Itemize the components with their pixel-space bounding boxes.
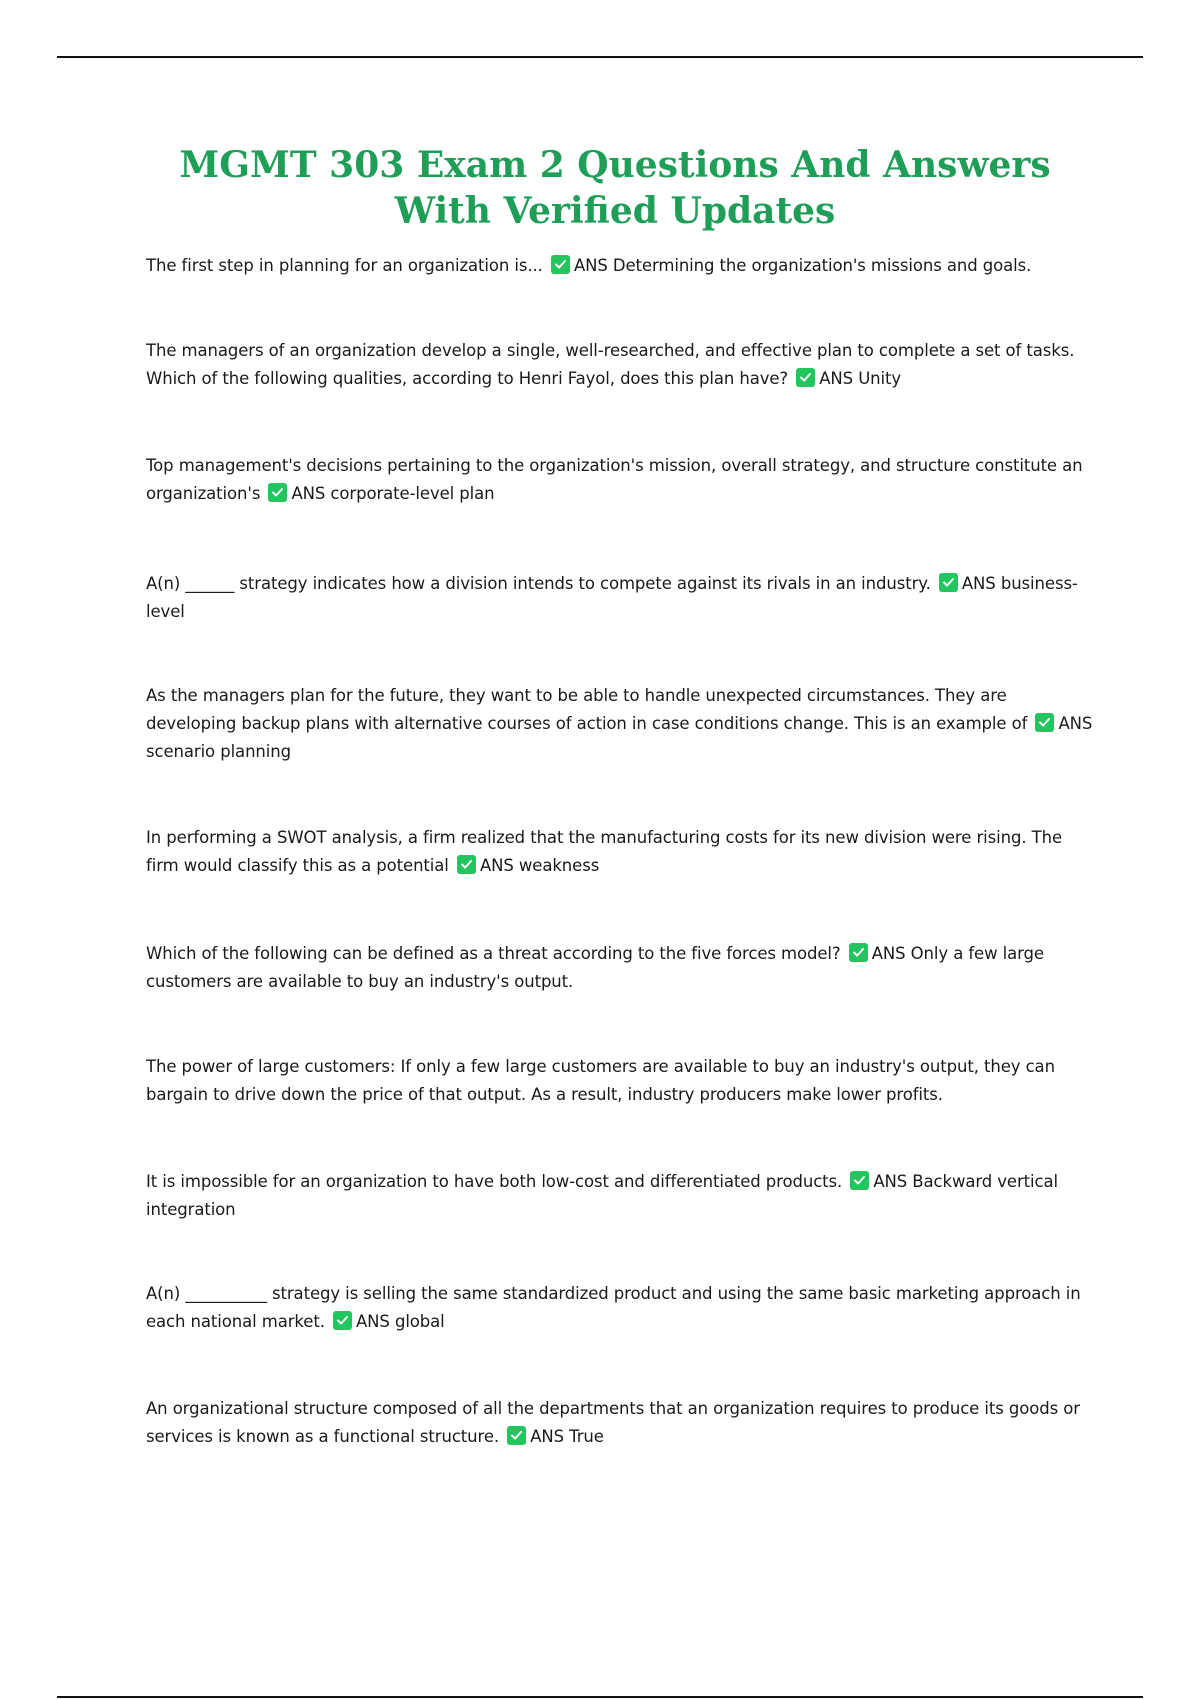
- answer-text: ANS Backward vertical integration: [146, 1172, 1058, 1219]
- green-checkmark-icon: [796, 368, 815, 387]
- qa-item-8: [146, 1053, 1096, 1109]
- question-text: As the managers plan for the future, they want to be able to handle unexpected circumstances. They are developing backup plans with alternative courses of action in case conditions change. This is an example of: [146, 686, 1033, 733]
- qa-item-1: [146, 252, 1096, 280]
- answer-text: ANS Only a few large customers are available to buy an industry's output.: [146, 944, 1044, 991]
- answer-text: ANS Determining the organization's missions and goals.: [573, 256, 1032, 275]
- header-rule: [57, 56, 1143, 58]
- qa-item-3: [146, 452, 1096, 508]
- qa-item-10: [146, 1280, 1096, 1336]
- note-text: The power of large customers: If only a few large customers are available to buy an industry's output, they can bargain to drive down the price of that output. As a result, industry producers make lower profits.: [146, 1057, 1055, 1104]
- green-checkmark-icon: [268, 483, 287, 502]
- question-text: The first step in planning for an organization is...: [146, 256, 548, 275]
- question-text: Top management's decisions pertaining to the organization's mission, overall strategy, and structure constitute an organization's: [146, 456, 1083, 503]
- question-text: An organizational structure composed of all the departments that an organization requires to produce its goods or services is known as a functional structure.: [146, 1399, 1080, 1446]
- answer-text: ANS scenario planning: [146, 714, 1093, 761]
- question-text: In performing a SWOT analysis, a firm realized that the manufacturing costs for its new division were rising. The firm would classify this as a potential: [146, 828, 1062, 875]
- question-text: Which of the following can be defined as a threat according to the five forces model?: [146, 944, 846, 963]
- question-text: It is impossible for an organization to have both low-cost and differentiated products.: [146, 1172, 848, 1191]
- qa-item-5: [146, 682, 1096, 766]
- qa-item-11: [146, 1395, 1096, 1451]
- qa-item-9: [146, 1168, 1096, 1224]
- green-checkmark-icon: [1035, 713, 1054, 732]
- question-text: A(n) ______ strategy indicates how a division intends to compete against its rivals in an industry.: [146, 574, 936, 593]
- qa-item-7: [146, 940, 1096, 996]
- footer-rule: [57, 1696, 1143, 1698]
- answer-text: ANS True: [530, 1427, 604, 1446]
- qa-item-6: [146, 824, 1096, 880]
- answer-text: ANS weakness: [479, 856, 600, 875]
- qa-item-2: [146, 337, 1096, 393]
- green-checkmark-icon: [939, 573, 958, 592]
- answer-text: ANS corporate-level plan: [291, 484, 495, 503]
- green-checkmark-icon: [850, 1171, 869, 1190]
- green-checkmark-icon: [507, 1426, 526, 1445]
- qa-item-4: [146, 570, 1096, 626]
- green-checkmark-icon: [457, 855, 476, 874]
- answer-text: ANS Unity: [819, 369, 902, 388]
- green-checkmark-icon: [551, 255, 570, 274]
- answer-text: ANS global: [356, 1312, 445, 1331]
- green-checkmark-icon: [333, 1311, 352, 1330]
- question-text: A(n) __________ strategy is selling the same standardized product and using the same basic marketing approach in each national market.: [146, 1284, 1081, 1331]
- question-text: The managers of an organization develop a single, well-researched, and effective plan to complete a set of tasks. Which of the following qualities, according to Henri Fayol, does this plan have?: [146, 341, 1075, 388]
- document-title: MGMT 303 Exam 2 Questions And Answers With Verified Updates: [179, 144, 1051, 232]
- green-checkmark-icon: [849, 943, 868, 962]
- answer-text: ANS business-level: [146, 574, 1078, 621]
